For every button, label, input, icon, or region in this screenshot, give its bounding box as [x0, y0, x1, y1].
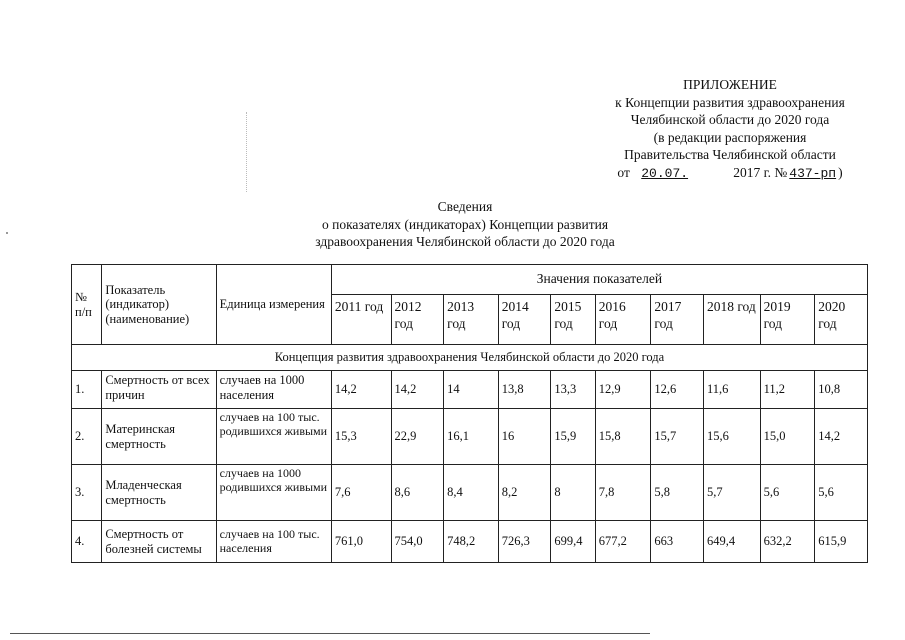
value-cell: 15,0 [760, 409, 815, 465]
value-cell: 615,9 [815, 521, 868, 563]
value-cell: 649,4 [703, 521, 760, 563]
appendix-line-2: Челябинской области до 2020 года [630, 112, 830, 128]
table-row [72, 521, 868, 563]
value-cell: 699,4 [551, 521, 595, 563]
value-cell: 761,0 [331, 521, 391, 563]
value-cell: 5,6 [760, 465, 815, 521]
value-cell: 16 [498, 409, 551, 465]
value-cell: 663 [651, 521, 704, 563]
value-cell: 726,3 [498, 521, 551, 563]
year-header: 2013 год [444, 295, 499, 345]
value-cell: 8 [551, 465, 595, 521]
appendix-line-3: (в редакции распоряжения [653, 129, 807, 145]
row-indicator: Смертность от всех причин [102, 371, 216, 409]
value-cell: 15,9 [551, 409, 595, 465]
values-header: Значения показателей [331, 265, 867, 295]
indicators-table [71, 264, 868, 563]
year-header: 2018 год [703, 295, 760, 345]
value-cell: 22,9 [391, 409, 444, 465]
col-indicator-header: Показатель (индикатор) (наименование) [102, 265, 216, 345]
date-fill: 20.07. [641, 165, 689, 181]
section-row [72, 345, 868, 371]
row-unit: случаев на 1000 населения [216, 371, 331, 409]
row-indicator: Материнская смертность [102, 409, 216, 465]
value-cell: 5,8 [651, 465, 704, 521]
section-title: Концепция развития здравоохранения Челябинской области до 2020 года [72, 345, 868, 371]
row-number: 1. [72, 371, 102, 409]
row-unit: случаев на 100 тыс. родившихся живыми [216, 409, 331, 465]
row-number: 2. [72, 409, 102, 465]
appendix-date-line [590, 164, 870, 183]
row-unit: случаев на 1000 родившихся живыми [216, 465, 331, 521]
value-cell: 14,2 [331, 371, 391, 409]
value-cell: 14,2 [391, 371, 444, 409]
value-cell: 10,8 [815, 371, 868, 409]
heading-line-3: здравоохранения Челябинской области до 2020 года [315, 234, 615, 249]
close-paren: ) [838, 164, 843, 180]
col-number-header: № п/п [72, 265, 102, 345]
row-number: 4. [72, 521, 102, 563]
year-header: 2016 год [595, 295, 651, 345]
value-cell: 8,6 [391, 465, 444, 521]
value-cell: 13,3 [551, 371, 595, 409]
heading-line-2: о показателях (индикаторах) Концепции развития [321, 216, 609, 232]
table-row [72, 409, 868, 465]
row-number: 3. [72, 465, 102, 521]
table-row [72, 371, 868, 409]
value-cell: 16,1 [444, 409, 499, 465]
year-header: 2014 год [498, 295, 551, 345]
value-cell: 7,8 [595, 465, 651, 521]
page-divider [10, 633, 650, 634]
value-cell: 12,6 [651, 371, 704, 409]
value-cell: 13,8 [498, 371, 551, 409]
appendix-block [590, 76, 870, 183]
value-cell: 15,3 [331, 409, 391, 465]
year-header: 2015 год [551, 295, 595, 345]
value-cell: 754,0 [391, 521, 444, 563]
appendix-line-4: Правительства Челябинской области [624, 147, 836, 163]
scan-artifact-dots [246, 112, 248, 192]
value-cell: 8,4 [444, 465, 499, 521]
row-indicator: Смертность от болезней системы [102, 521, 216, 563]
value-cell: 677,2 [595, 521, 651, 563]
year-header: 2011 год [331, 295, 391, 345]
appendix-title: ПРИЛОЖЕНИЕ [683, 77, 777, 92]
year-text: 2017 г. № [733, 164, 788, 180]
year-header: 2019 год [760, 295, 815, 345]
value-cell: 7,6 [331, 465, 391, 521]
value-cell: 632,2 [760, 521, 815, 563]
from-label: от [617, 164, 630, 180]
appendix-line-1: к Концепции развития здравоохранения [615, 94, 845, 110]
value-cell: 14,2 [815, 409, 868, 465]
value-cell: 15,7 [651, 409, 704, 465]
document-heading [265, 198, 665, 251]
value-cell: 5,6 [815, 465, 868, 521]
value-cell: 8,2 [498, 465, 551, 521]
value-cell: 15,6 [703, 409, 760, 465]
value-cell: 5,7 [703, 465, 760, 521]
header-row-1 [72, 265, 868, 295]
scan-artifact-dot [6, 232, 8, 234]
value-cell: 12,9 [595, 371, 651, 409]
year-header: 2017 год [651, 295, 704, 345]
number-fill: 437-рп [789, 165, 837, 181]
value-cell: 14 [444, 371, 499, 409]
value-cell: 15,8 [595, 409, 651, 465]
row-indicator: Младенческая смертность [102, 465, 216, 521]
year-header: 2020 год [815, 295, 868, 345]
year-header: 2012 год [391, 295, 444, 345]
col-unit-header: Единица измерения [216, 265, 331, 345]
row-unit: случаев на 100 тыс. населения [216, 521, 331, 563]
table-row [72, 465, 868, 521]
value-cell: 11,6 [703, 371, 760, 409]
heading-line-1: Сведения [437, 199, 493, 214]
value-cell: 748,2 [444, 521, 499, 563]
value-cell: 11,2 [760, 371, 815, 409]
